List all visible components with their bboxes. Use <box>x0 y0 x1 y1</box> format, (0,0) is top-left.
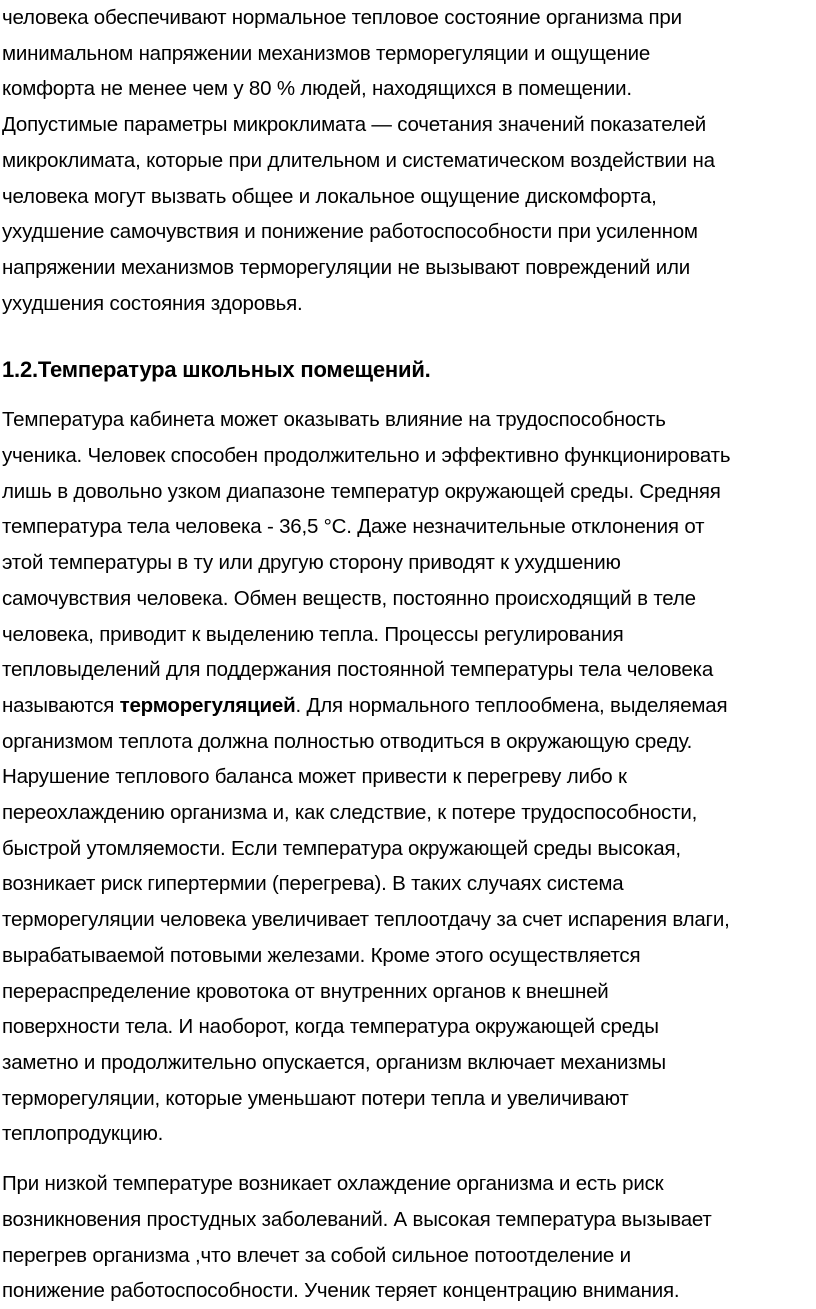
text-line: понижение работоспособности. Ученик теряет концентрацию внимания. <box>2 1279 680 1303</box>
text-line: человека могут вызвать общее и локальное ощущение дискомфорта, <box>2 184 657 208</box>
text-line: ухудшение самочувствия и понижение работоспособности при усиленном <box>2 220 698 244</box>
text-line: минимальном напряжении механизмов терморегуляции и ощущение <box>2 41 651 65</box>
text-line: ученика. Человек способен продолжительно и эффективно функционировать <box>2 444 731 468</box>
text-line: тепловыделений для поддержания постоянной температуры тела человека <box>2 658 714 682</box>
text-line: переохлаждению организма и, как следствие, к потере трудоспособности, <box>2 801 698 825</box>
text-run: называются <box>2 693 120 717</box>
last-paragraph <box>2 1152 814 1309</box>
text-line: температура тела человека - 36,5 °С. Даже незначительные отклонения от <box>2 515 705 539</box>
text-line: человека обеспечивают нормальное тепловое состояние организма при <box>2 6 682 29</box>
text-line: возникновения простудных заболеваний. А высокая температура вызывает <box>2 1207 712 1231</box>
text-line: терморегуляции человека увеличивает теплоотдачу за счет испарения влаги, <box>2 908 730 932</box>
text-line: заметно и продолжительно опускается, организм включает механизмы <box>2 1050 666 1074</box>
text-line: ухудшения состояния здоровья. <box>2 291 303 315</box>
text-line: Нарушение теплового баланса может привести к перегреву либо к <box>2 765 627 789</box>
text-line: перераспределение кровотока от внутренних органов к внешней <box>2 979 609 1003</box>
bold-term: терморегуляцией <box>119 693 296 717</box>
text-line: перегрев организма ,что влечет за собой сильное потоотделение и <box>2 1243 631 1267</box>
text-line: При низкой температуре возникает охлаждение организма и есть риск <box>2 1172 664 1196</box>
text-line: поверхности тела. И наоборот, когда температура окружающей среды <box>2 1015 659 1039</box>
text-line: возникает риск гипертермии (перегрева). В таких случаях система <box>2 872 624 896</box>
text-line: терморегуляции, которые уменьшают потери тепла и увеличивают <box>2 1086 629 1110</box>
text-line: быстрой утомляемости. Если температура окружающей среды высокая, <box>2 836 681 860</box>
text-line: теплопродукцию. <box>2 1122 164 1146</box>
text-line: Допустимые параметры микроклимата — сочетания значений показателей <box>2 113 706 137</box>
text-line: этой температуры в ту или другую сторону приводят к ухудшению <box>2 551 621 575</box>
text-line: организмом теплота должна полностью отводиться в окружающую среду. <box>2 729 693 753</box>
text-line: самочувствия человека. Обмен веществ, постоянно происходящий в теле <box>2 586 696 610</box>
text-line-with-bold-term <box>2 688 814 724</box>
text-line: человека, приводит к выделению тепла. Процессы регулирования <box>2 622 624 646</box>
text-line: лишь в довольно узком диапазоне температур окружающей среды. Средняя <box>2 479 721 503</box>
intro-paragraph <box>2 0 814 321</box>
text-line: Температура кабинета может оказывать влияние на трудоспособность <box>2 408 666 432</box>
text-line: комфорта не менее чем у 80 % людей, находящихся в помещении. <box>2 77 632 101</box>
text-line: микроклимата, которые при длительном и систематическом воздействии на <box>2 148 715 172</box>
text-run: . Для нормального теплообмена, выделяемая <box>295 693 728 717</box>
text-line: вырабатываемой потовыми железами. Кроме этого осуществляется <box>2 943 641 967</box>
text-line: напряжении механизмов терморегуляции не вызывают повреждений или <box>2 255 691 279</box>
main-paragraph <box>2 402 814 1152</box>
section-heading: 1.2.Температура школьных помещений. <box>2 357 431 383</box>
